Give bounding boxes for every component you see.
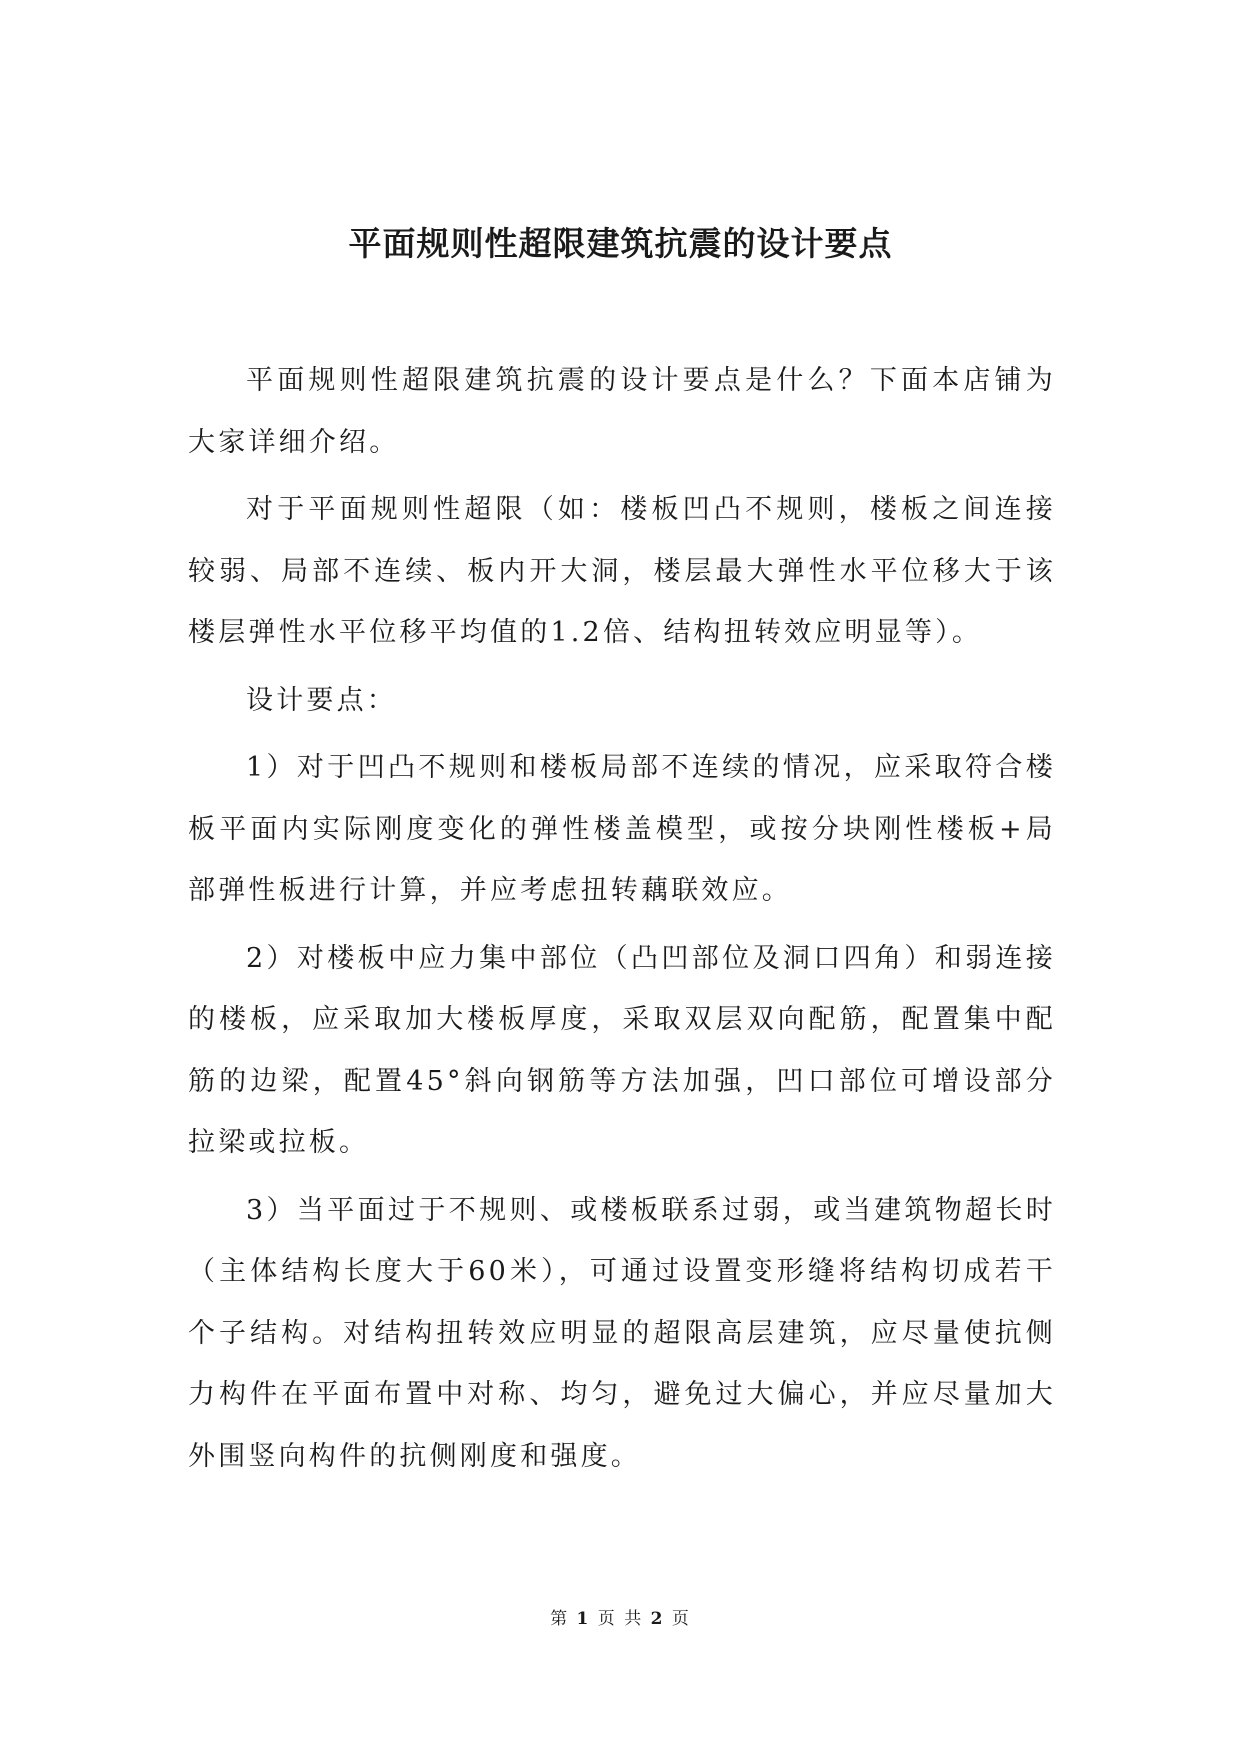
page-footer	[0, 1607, 1241, 1631]
footer-middle: 页 共	[597, 1609, 644, 1629]
footer-total-pages: 2	[650, 1609, 665, 1629]
footer-current-page: 1	[576, 1609, 591, 1629]
document-body	[188, 350, 1056, 1493]
footer-suffix: 页	[671, 1609, 691, 1629]
paragraph-scope: 对于平面规则性超限（如：楼板凹凸不规则，楼板之间连接较弱、局部不连续、板内开大洞，楼层最大弹性水平位移大于该楼层弹性水平位移平均值的1.2倍、结构扭转效应明显等）。	[188, 494, 1056, 648]
document-title: 平面规则性超限建筑抗震的设计要点	[348, 224, 893, 263]
paragraph-intro: 平面规则性超限建筑抗震的设计要点是什么？下面本店铺为大家详细介绍。	[188, 365, 1056, 458]
footer-prefix: 第	[550, 1609, 570, 1629]
paragraph-point-1: 1）对于凹凸不规则和楼板局部不连续的情况，应采取符合楼板平面内实际刚度变化的弹性楼盖模型，或按分块刚性楼板+局部弹性板进行计算，并应考虑扭转藕联效应。	[188, 752, 1056, 906]
paragraph-point-3: 3）当平面过于不规则、或楼板联系过弱，或当建筑物超长时（主体结构长度大于60米），可通过设置变形缝将结构切成若干个子结构。对结构扭转效应明显的超限高层建筑，应尽量使抗侧力构件在平面布置中对称、均匀，避免过大偏心，并应尽量加大外围竖向构件的抗侧刚度和强度。	[188, 1194, 1056, 1472]
paragraph-point-2: 2）对楼板中应力集中部位（凸凹部位及洞口四角）和弱连接的楼板，应采取加大楼板厚度，采取双层双向配筋，配置集中配筋的边梁，配置45°斜向钢筋等方法加强，凹口部位可增设部分拉梁或拉板。	[188, 942, 1056, 1158]
paragraph-design-points-heading: 设计要点：	[246, 684, 397, 716]
